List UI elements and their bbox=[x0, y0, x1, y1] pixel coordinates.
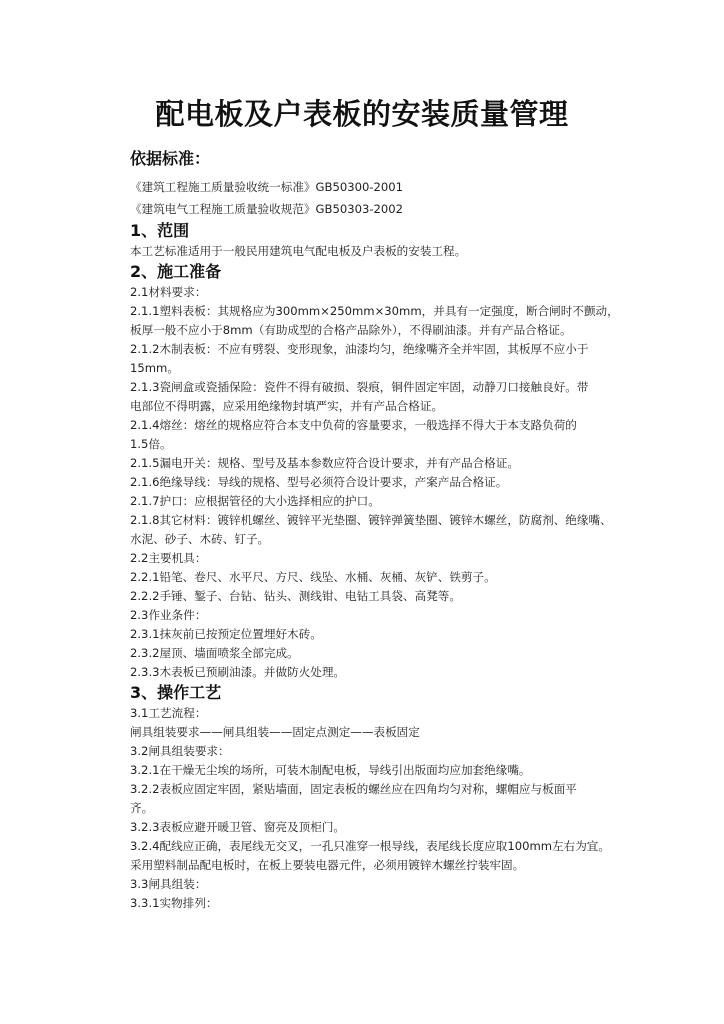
body-line: 2.1.4熔丝：熔丝的规格应符合本支中负荷的容量要求，一般选择不得大于本支路负荷的 bbox=[130, 418, 577, 432]
body-line: 3.2.1在干燥无尘埃的场所，可装木制配电板，导线引出版面均应加套绝缘嘴。 bbox=[130, 763, 531, 777]
body-line: 2.3作业条件： bbox=[130, 608, 207, 622]
body-line: 3.3.1实物排列： bbox=[130, 896, 218, 910]
body-line: 本工艺标准适用于一般民用建筑电气配电板及户表板的安装工程。 bbox=[130, 244, 467, 258]
body-line: 水泥、砂子、木砖、钉子。 bbox=[130, 532, 270, 546]
body-line: 2.1.5漏电开关：规格、型号及基本参数应符合设计要求，并有产品合格证。 bbox=[130, 456, 519, 470]
body-line: 采用塑料制品配电板时，在板上要装电器元件，必须用镀锌木螺丝拧装牢固。 bbox=[130, 858, 525, 872]
body-line: 2.3.2屋顶、墙面喷浆全部完成。 bbox=[130, 646, 299, 660]
body-line: 3.3闸具组装： bbox=[130, 877, 207, 891]
body-line: 2.2.1铅笔、卷尺、水平尺、方尺、线坠、水桶、灰桶、灰铲、铁剪子。 bbox=[130, 570, 496, 584]
body-line: 2.1.7护口：应根据管径的大小选择相应的护口。 bbox=[130, 494, 380, 508]
body-line: 2.3.1抹灰前已按预定位置埋好木砖。 bbox=[130, 627, 322, 641]
body-line: 3.2.2表板应固定牢固，紧贴墙面，固定表板的螺丝应在四角均匀对称，螺帽应与板面平 bbox=[130, 782, 577, 796]
section-heading-preparation: 2、施工准备 bbox=[130, 262, 222, 281]
body-line: 3.2闸具组装要求： bbox=[130, 744, 230, 758]
body-line: 3.2.4配线应正确，表尾线无交叉，一孔只准穿一根导线，表尾线长度应取100mm左右为宜。 bbox=[130, 839, 610, 853]
body-line: 2.1.1塑料表板：其规格应为300mm×250mm×30mm，并具有一定强度，断合闸时不颤动， bbox=[130, 304, 619, 318]
basis-heading: 依据标准： bbox=[130, 149, 211, 168]
body-line: 3.1工艺流程： bbox=[130, 706, 207, 720]
body-line: 电部位不得明露，应采用绝缘物封填严实，并有产品合格证。 bbox=[130, 399, 444, 413]
body-line: 2.1.6绝缘导线：导线的规格、型号必须符合设计要求，产案产品合格证。 bbox=[130, 475, 508, 489]
body-line: 2.1材料要求： bbox=[130, 285, 207, 299]
body-line: 2.1.2木制表板：不应有劈裂、变形现象，油漆均匀，绝缘嘴齐全并牢固，其板厚不应小于 bbox=[130, 342, 589, 356]
body-line: 板厚一般不应小于8mm（有助成型的合格产品除外），不得刷油漆。并有产品合格证。 bbox=[130, 323, 572, 337]
body-line: 2.2主要机具： bbox=[130, 551, 207, 565]
body-line: 2.3.3木表板已预刷油漆。并做防火处理。 bbox=[130, 665, 346, 679]
body-line: 2.1.8其它材料：镀锌机螺丝、镀锌平光垫圈、镀锌弹簧垫圈、镀锌木螺丝，防腐剂、绝缘嘴、 bbox=[130, 513, 612, 527]
standard-line: 《建筑电气工程施工质量验收规范》GB50303-2002 bbox=[130, 202, 404, 216]
body-line: 齐。 bbox=[130, 801, 154, 815]
body-line: 1.5倍。 bbox=[130, 437, 172, 451]
standard-line: 《建筑工程施工质量验收统一标准》GB50300-2001 bbox=[130, 180, 404, 194]
body-line: 15mm。 bbox=[130, 361, 179, 375]
body-line: 闸具组装要求——闸具组装——固定点测定——表板固定 bbox=[130, 725, 420, 739]
body-line: 3.2.3表板应避开暖卫管、窗亮及顶柜门。 bbox=[130, 820, 346, 834]
body-line: 2.2.2手锤、錾子、台钻、钻头、测线钳、电钻工具袋、高凳等。 bbox=[130, 589, 461, 603]
section-heading-process: 3、操作工艺 bbox=[130, 683, 222, 702]
document-body bbox=[130, 148, 670, 913]
document-title: 配电板及户表板的安装质量管理 bbox=[155, 97, 569, 131]
section-heading-scope: 1、范围 bbox=[130, 221, 190, 240]
body-line: 2.1.3瓷闸盒或瓷插保险：瓷件不得有破损、裂痕，铜件固定牢固，动静刀口接触良好。带 bbox=[130, 380, 589, 394]
